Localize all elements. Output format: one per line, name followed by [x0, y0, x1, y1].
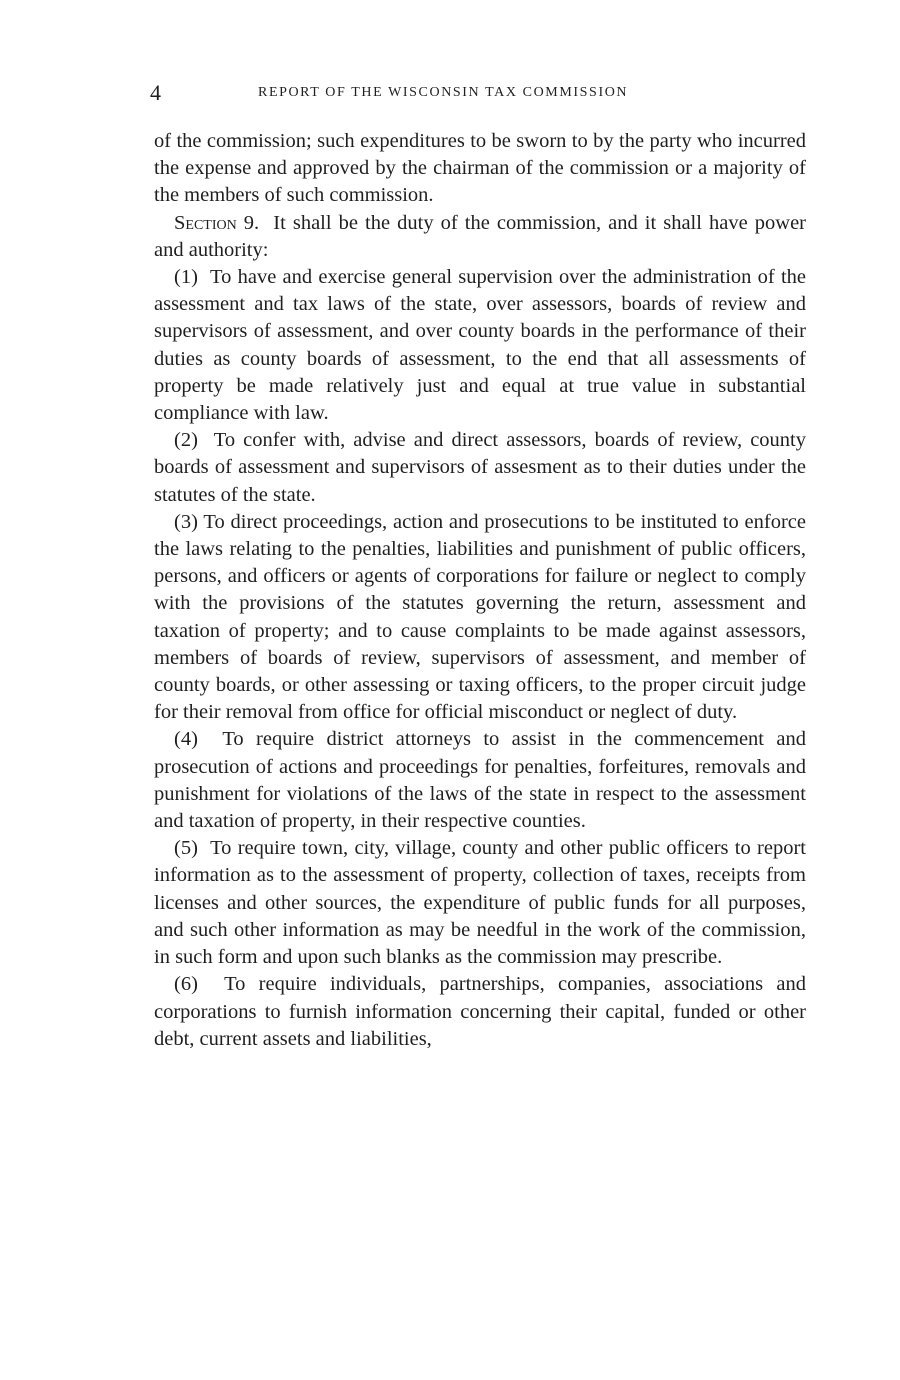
- paragraph-section-9: [154, 210, 806, 264]
- running-head: REPORT OF THE WISCONSIN TAX COMMISSION: [258, 85, 629, 100]
- paragraph-item-4: [154, 726, 806, 835]
- item-number: (6): [174, 973, 198, 996]
- item-number: (4): [174, 728, 198, 751]
- item-number: (1): [174, 266, 198, 289]
- item-number: (5): [174, 837, 198, 860]
- paragraph-text: To direct proceedings, action and prosecutions to be instituted to enforce the laws relating to the penalties, liabilities and punishment of public officers, persons, and officers or agents of corporations for failure or neglect to comply with the provisions of the statutes governing the return, assessment and taxation of property; and to cause complaints to be made against assessors, members of boards of review, supervisors of assessment, and member of county boards, or other assessing or taxing officers, to the proper circuit judge for their removal from office for official misconduct or neglect of duty.: [154, 510, 806, 724]
- paragraph-text: To require town, city, village, county and other public officers to report information as to the assessment of property, collection of taxes, receipts from licenses and other sources, the expenditure of public funds for all purposes, and such other information as may be needful in the work of the commission, in such form and upon such blanks as the commission may prescribe.: [154, 837, 806, 969]
- item-number: (2): [174, 429, 198, 452]
- paragraph-item-2: [154, 427, 806, 509]
- paragraph-item-1: [154, 264, 806, 427]
- paragraph-text: It shall be the duty of the commission, and it shall have power and authority:: [154, 211, 806, 261]
- item-number: (3): [174, 510, 198, 533]
- page-header: [150, 80, 808, 110]
- paragraph-text: of the commission; such expenditures to be sworn to by the party who incurred the expense and approved by the chairman of the commission or a majority of the members of such commission.: [154, 130, 806, 207]
- body-text: [154, 128, 806, 1053]
- paragraph-continuation: [154, 128, 806, 210]
- paragraph-text: To require individuals, partnerships, companies, associations and corporations to furnish information concerning their capital, funded or other debt, current assets and liabilities,: [154, 973, 806, 1050]
- paragraph-text: To confer with, advise and direct assessors, boards of review, county boards of assessment and supervisors of assesment as to their duties under the statutes of the state.: [154, 429, 806, 506]
- paragraph-text: To require district attorneys to assist in the commencement and prosecution of actions and proceedings for penalties, forfeitures, removals and punishment for violations of the laws of the state in respect to the assessment and taxation of property, in their respective counties.: [154, 728, 806, 833]
- page-number: 4: [150, 80, 161, 105]
- section-label: Section 9.: [174, 211, 260, 234]
- paragraph-text: To have and exercise general supervision over the administration of the assessment and tax laws of the state, over assessors, boards of review and supervisors of assessment, and over county boards in the performance of their duties as county boards of assessment, to the end that all assessments of property be made relatively just and equal at true value in substantial compliance with law.: [154, 266, 806, 425]
- paragraph-item-5: [154, 835, 806, 971]
- paragraph-item-6: [154, 971, 806, 1053]
- paragraph-item-3: [154, 509, 806, 727]
